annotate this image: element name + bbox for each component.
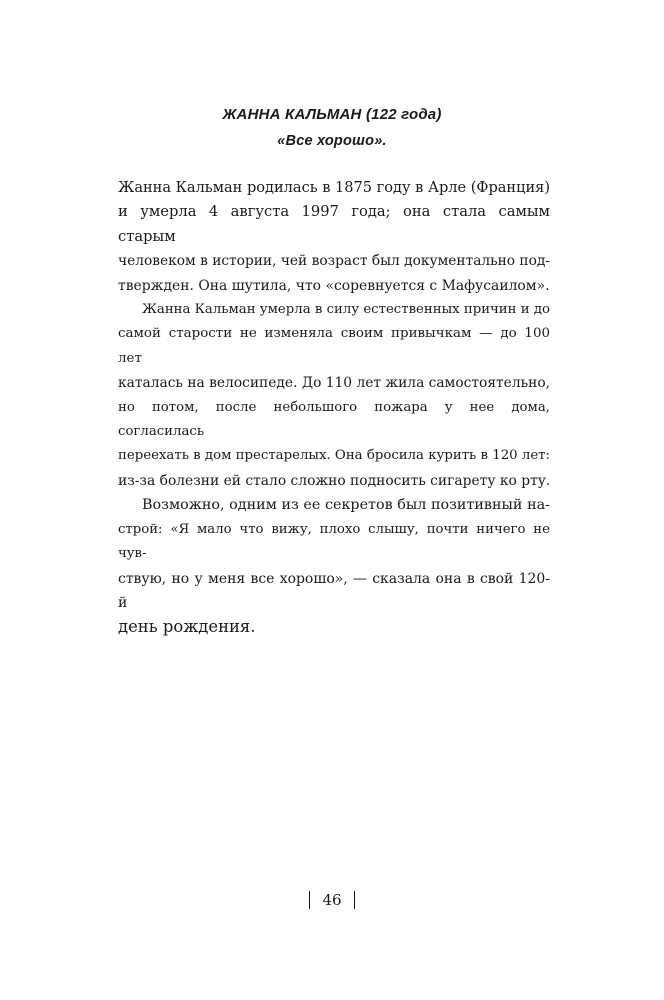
- text-line: переехать в дом престарелых. Она бросила курить в 120 лет:: [118, 448, 550, 464]
- text-line: человеком в истории, чей возраст был документально под-: [118, 253, 550, 270]
- text-line: ствую, но у меня все хорошо», — сказала она в свой 120-й: [118, 570, 550, 611]
- folio-divider-left: [309, 891, 310, 909]
- text-line: самой старости не изменяла своим привычкам — до 100 лет: [118, 326, 550, 366]
- text-line: каталась на велосипеде. До 110 лет жила самостоятельно,: [118, 375, 551, 392]
- chapter-title: ЖАННА КАЛЬМАН (122 года): [222, 106, 442, 123]
- paragraph-1: [118, 176, 550, 298]
- text-line: из-за болезни ей стало сложно подносить сигарету ко рту.: [118, 472, 551, 489]
- text-line: строй: «Я мало что вижу, плохо слышу, почти ничего не чув-: [118, 521, 550, 562]
- text-line: день рождения.: [118, 617, 256, 637]
- text-line: Жанна Кальман родилась в 1875 году в Арле (Франция): [118, 180, 550, 196]
- paragraph-2: [118, 298, 550, 493]
- text-line: и умерла 4 августа 1997 года; она стала самым старым: [118, 203, 550, 245]
- text-line: Возможно, одним из ее секретов был позитивный на-: [142, 497, 550, 514]
- page-footer: [0, 890, 664, 909]
- body-text: [118, 176, 550, 640]
- text-line: Жанна Кальман умерла в силу естественных причин и до: [142, 302, 550, 318]
- text-line: но потом, после небольшого пожара у нее дома, согласилась: [118, 399, 550, 440]
- text-line: твержден. Она шутила, что «соревнуется с Мафусаилом».: [118, 277, 550, 294]
- paragraph-3: [118, 493, 550, 639]
- folio-divider-right: [354, 891, 355, 909]
- chapter-subtitle: «Все хорошо».: [277, 133, 387, 149]
- page-number: 46: [322, 891, 342, 909]
